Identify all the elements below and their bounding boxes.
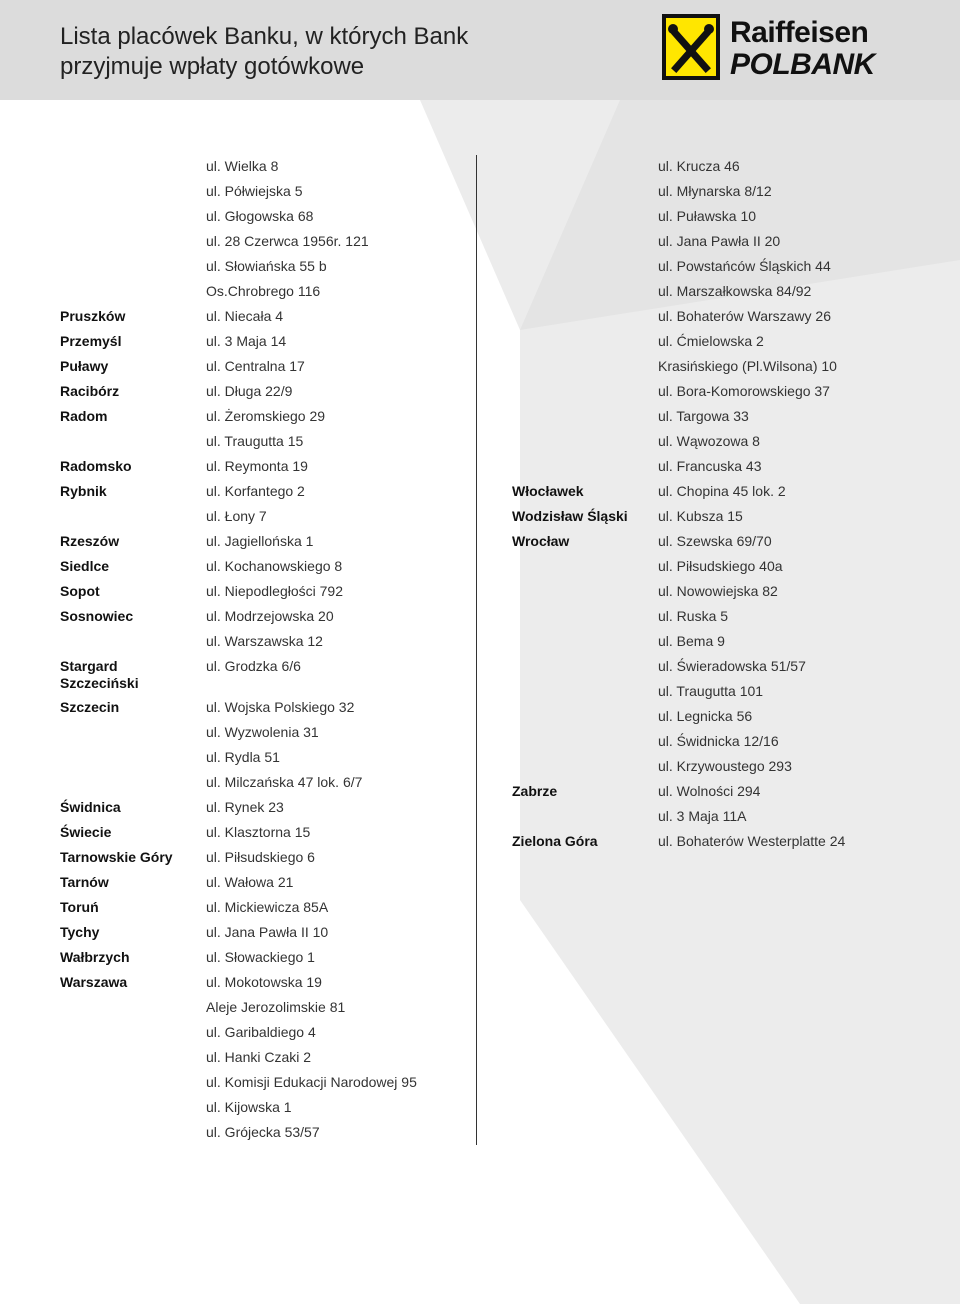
branch-city: Włocławek <box>512 483 584 499</box>
branch-city: Szczecin <box>60 699 120 715</box>
branch-address: ul. Ćmielowska 2 <box>658 333 764 349</box>
branch-address: ul. Milczańska 47 lok. 6/7 <box>206 774 363 790</box>
branch-address: ul. Mickiewicza 85A <box>206 899 329 915</box>
branch-address: ul. Grodzka 6/6 <box>206 658 301 674</box>
branch-address: ul. Korfantego 2 <box>206 483 305 499</box>
branch-address: ul. Kijowska 1 <box>206 1099 292 1115</box>
branch-address: ul. Reymonta 19 <box>206 458 308 474</box>
branch-address: ul. Wąwozowa 8 <box>658 433 760 449</box>
branch-address: ul. Rydla 51 <box>206 749 280 765</box>
branch-city: Rzeszów <box>60 533 120 549</box>
branch-address: ul. 3 Maja 14 <box>206 333 287 349</box>
page-title <box>60 22 468 82</box>
branch-address: ul. Powstańców Śląskich 44 <box>658 258 831 274</box>
branch-address: ul. Ruska 5 <box>658 608 729 624</box>
branch-address: ul. Półwiejska 5 <box>206 183 303 199</box>
branch-address: ul. Kochanowskiego 8 <box>206 558 343 574</box>
branch-address: Os.Chrobrego 116 <box>206 283 321 299</box>
branch-address: ul. Żeromskiego 29 <box>206 408 326 424</box>
branch-city: Sosnowiec <box>60 608 134 624</box>
branch-city: Świdnica <box>60 799 121 815</box>
branch-address: ul. Jana Pawła II 10 <box>206 924 329 940</box>
branch-address: ul. Legnicka 56 <box>658 708 753 724</box>
branch-address: ul. Traugutta 101 <box>658 683 764 699</box>
branch-city: Warszawa <box>60 974 128 990</box>
logo-text-raiffeisen: Raiffeisen <box>730 16 869 49</box>
branch-address: ul. 3 Maja 11A <box>658 808 747 824</box>
branch-address: ul. Centralna 17 <box>206 358 305 374</box>
branch-city: Przemyśl <box>60 333 122 349</box>
branch-address: ul. Mokotowska 19 <box>206 974 322 990</box>
branch-address: ul. Wałowa 21 <box>206 874 294 890</box>
branch-address: ul. Chopina 45 lok. 2 <box>658 483 786 499</box>
branch-address: ul. Wyzwolenia 31 <box>206 724 319 740</box>
branch-city: Stargard <box>60 658 118 674</box>
branch-address: ul. Klasztorna 15 <box>206 824 311 840</box>
branch-address: ul. Garibaldiego 4 <box>206 1024 316 1040</box>
branch-address: ul. Modrzejowska 20 <box>206 608 334 624</box>
gable-cross-logo-icon <box>662 14 720 80</box>
branch-city: Wrocław <box>512 533 570 549</box>
header-bar <box>0 0 960 100</box>
branch-address: ul. Piłsudskiego 40a <box>658 558 783 574</box>
branch-address: ul. Traugutta 15 <box>206 433 304 449</box>
branch-address: ul. Piłsudskiego 6 <box>206 849 315 865</box>
branch-address: ul. 28 Czerwca 1956r. 121 <box>206 233 369 249</box>
branch-city: Radomsko <box>60 458 132 474</box>
branch-city: Świecie <box>60 824 112 840</box>
branch-address: ul. Puławska 10 <box>658 208 757 224</box>
branch-city: Rybnik <box>60 483 107 499</box>
branch-address: ul. Komisji Edukacji Narodowej 95 <box>206 1074 417 1090</box>
branch-address: Krasińskiego (Pl.Wilsona) 10 <box>658 358 837 374</box>
branch-address: ul. Hanki Czaki 2 <box>206 1049 312 1065</box>
branch-address: ul. Targowa 33 <box>658 408 749 424</box>
page-title-line-1: Lista placówek Banku, w których Bank <box>60 23 469 50</box>
branch-address: ul. Grójecka 53/57 <box>206 1124 320 1140</box>
branch-address: ul. Młynarska 8/12 <box>658 183 772 199</box>
branch-city: Wałbrzych <box>60 949 130 965</box>
branch-city-line-2: Szczeciński <box>60 675 139 691</box>
branch-city: Tarnowskie Góry <box>60 849 173 865</box>
branch-address: ul. Rynek 23 <box>206 799 284 815</box>
branch-city: Wodzisław Śląski <box>512 508 628 524</box>
branch-city: Radom <box>60 408 108 424</box>
branch-address: ul. Niecała 4 <box>206 308 284 324</box>
branch-city: Zabrze <box>512 783 558 799</box>
raiffeisen-polbank-logo <box>662 14 902 84</box>
branch-address: ul. Bohaterów Warszawy 26 <box>658 308 831 324</box>
branch-address: ul. Krzywoustego 293 <box>658 758 792 774</box>
branch-address: ul. Krucza 46 <box>658 158 740 174</box>
column-divider <box>476 155 477 1145</box>
branch-address: ul. Długa 22/9 <box>206 383 293 399</box>
branch-city: Sopot <box>60 583 100 599</box>
branch-address: ul. Łony 7 <box>206 508 267 524</box>
branch-address: ul. Świeradowska 51/57 <box>658 658 806 674</box>
branch-address: ul. Słowiańska 55 b <box>206 258 327 274</box>
branch-address: Aleje Jerozolimskie 81 <box>206 999 346 1015</box>
branch-address: ul. Bema 9 <box>658 633 725 649</box>
branch-address: ul. Szewska 69/70 <box>658 533 772 549</box>
branch-address: ul. Kubsza 15 <box>658 508 743 524</box>
page-title-line-2: przyjmuje wpłaty gotówkowe <box>60 53 365 80</box>
branch-address: ul. Wolności 294 <box>658 783 761 799</box>
branch-address: ul. Wielka 8 <box>206 158 279 174</box>
branch-address: ul. Warszawska 12 <box>206 633 323 649</box>
branch-city: Zielona Góra <box>512 833 598 849</box>
branch-city: Racibórz <box>60 383 120 399</box>
branch-address: ul. Nowowiejska 82 <box>658 583 778 599</box>
branch-address: ul. Jagiellońska 1 <box>206 533 314 549</box>
branch-address: ul. Bohaterów Westerplatte 24 <box>658 833 846 849</box>
branch-city: Toruń <box>60 899 99 915</box>
branch-city: Tychy <box>60 924 100 940</box>
branch-address: ul. Świdnicka 12/16 <box>658 733 779 749</box>
logo-text-polbank: POLBANK <box>730 48 875 81</box>
branch-address: ul. Francuska 43 <box>658 458 762 474</box>
branch-city: Pruszków <box>60 308 126 324</box>
branch-address: ul. Bora-Komorowskiego 37 <box>658 383 830 399</box>
branch-address: ul. Marszałkowska 84/92 <box>658 283 812 299</box>
branch-address: ul. Słowackiego 1 <box>206 949 315 965</box>
branch-address: ul. Głogowska 68 <box>206 208 314 224</box>
branch-city: Siedlce <box>60 558 110 574</box>
branch-city: Tarnów <box>60 874 109 890</box>
branch-city: Puławy <box>60 358 109 374</box>
branch-address: ul. Niepodległości 792 <box>206 583 343 599</box>
branch-address: ul. Jana Pawła II 20 <box>658 233 781 249</box>
branch-address: ul. Wojska Polskiego 32 <box>206 699 355 715</box>
